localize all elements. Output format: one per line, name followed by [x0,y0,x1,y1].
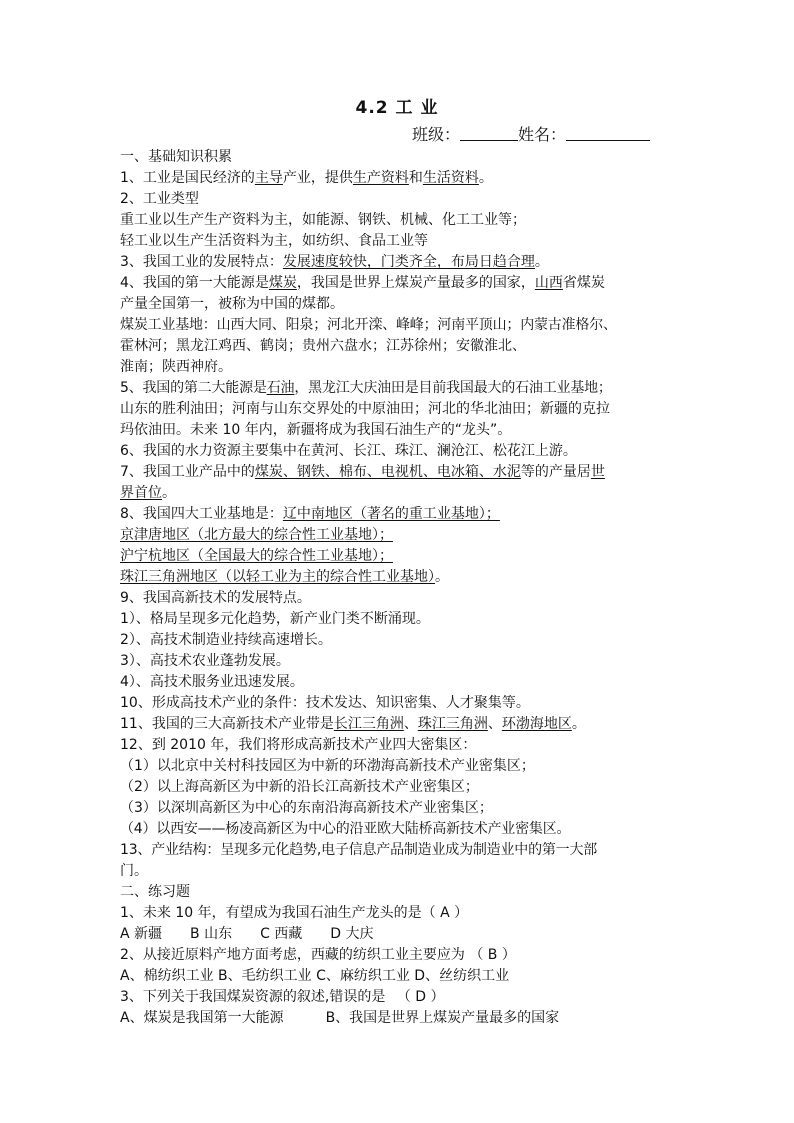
class-label: 班级： [412,125,461,144]
item-2-heading: 2、工业类型 [120,191,199,207]
item-8-base-2: 京津唐地区（北方最大的综合性工业基地）； [120,527,393,543]
item-9-point-2: 2）、高技术制造业持续高速增长。 [120,632,332,648]
item-5-line3: 玛依油田。未来 10 年内，新疆将成为我国石油生产的“龙头”。 [120,422,512,438]
item-4: 4、我国的第一大能源是煤炭，我国是世界上煤炭产量最多的国家，山西省煤炭 [120,275,605,291]
item-7: 7、我国工业产品中的煤炭、钢铁、棉布、电视机、电冰箱、水泥等的产量居世 [120,464,605,480]
item-9-point-3: 3）、高技术农业蓬勃发展。 [120,653,290,669]
exercise-2-options: A、棉纺织工业 B、毛纺织工业 C、麻纺织工业 D、丝纺织工业 [120,968,510,984]
coal-bases-line2: 霍林河；黑龙江鸡西、鹤岗；贵州六盘水；江苏徐州；安徽淮北、 [120,338,526,354]
item-1: 1、工业是国民经济的主导产业，提供生产资料和生活资料。 [120,170,493,186]
item-8: 8、我国四大工业基地是：辽中南地区（著名的重工业基地）； [120,506,500,522]
exercise-2-question: 2、从接近原料产地方面考虑，西藏的纺织工业主要应为 （ B ） [120,947,516,963]
name-label: 姓名： [518,125,567,144]
name-blank[interactable] [566,124,650,141]
item-4-line2: 产量全国第一，被称为中国的煤都。 [120,296,344,312]
document-body [120,147,680,1029]
item-8-base-3: 沪宁杭地区（全国最大的综合性工业基地）； [120,548,393,564]
item-7-line2: 界首位。 [120,485,176,501]
exercise-1-question: 1、未来 10 年，有望成为我国石油生产龙头的是（ A ） [120,905,469,921]
item-5: 5、我国的第二大能源是石油，黑龙江大庆油田是目前我国最大的石油工业基地； [120,380,612,396]
coal-bases-line1: 煤炭工业基地：山西大同、阳泉；河北开滦、峰峰；河南平顶山；内蒙古准格尔、 [120,317,617,333]
item-11: 11、我国的三大高新技术产业带是长江三角洲、珠江三角洲、环渤海地区。 [120,716,586,732]
page-title: 4.2 工 业 [355,98,439,118]
item-9-heading: 9、我国高新技术的发展特点。 [120,590,311,606]
item-13-line2: 门。 [120,863,148,879]
item-13: 13、产业结构：呈现多元化趋势,电子信息产品制造业成为制造业中的第一大部 [120,842,598,858]
item-3: 3、我国工业的发展特点：发展速度较快，门类齐全，布局日趋合理。 [120,254,549,270]
student-info-line [412,124,650,146]
item-5-line2: 山东的胜利油田；河南与山东交界处的中原油田；河北的华北油田；新疆的克拉 [120,401,610,417]
item-10: 10、形成高技术产业的条件：技术发达、知识密集、人才聚集等。 [120,695,530,711]
item-12-zone-2: （2）以上海高新区为中新的沿长江高新技术产业密集区； [120,779,479,795]
class-blank[interactable] [460,124,518,141]
exercise-3-options: A、煤炭是我国第一大能源 B、我国是世界上煤炭产量最多的国家 [120,1010,560,1026]
item-6: 6、我国的水力资源主要集中在黄河、长江、珠江、澜沧江、松花江上游。 [120,443,577,459]
item-9-point-1: 1）、格局呈现多元化趋势，新产业门类不断涌现。 [120,611,430,627]
item-2-light-industry: 轻工业以生产生活资料为主，如纺织、食品工业等 [120,233,428,249]
item-8-base-4: 珠江三角洲地区（以轻工业为主的综合性工业基地）。 [120,569,449,585]
item-9-point-4: 4）、高技术服务业迅速发展。 [120,674,304,690]
section-heading-basics: 一、基础知识积累 [120,149,232,165]
item-12-zone-1: （1）以北京中关村科技园区为中新的环渤海高新技术产业密集区； [120,758,535,774]
item-12-zone-3: （3）以深圳高新区为中心的东南沿海高新技术产业密集区； [120,800,493,816]
item-12-zone-4: （4）以西安——杨凌高新区为中心的沿亚欧大陆桥高新技术产业密集区。 [120,821,571,837]
item-2-heavy-industry: 重工业以生产生产资料为主，如能源、钢铁、机械、化工工业等； [120,212,526,228]
section-heading-exercises: 二、练习题 [120,884,190,900]
coal-bases-line3: 淮南；陕西神府。 [120,359,232,375]
exercise-3-question: 3、下列关于我国煤炭资源的叙述,错误的是 （ D ） [120,989,445,1005]
item-12-heading: 12、到 2010 年，我们将形成高新技术产业四大密集区： [120,737,477,753]
exercise-1-options: A 新疆 B 山东 C 西藏 D 大庆 [120,926,374,942]
